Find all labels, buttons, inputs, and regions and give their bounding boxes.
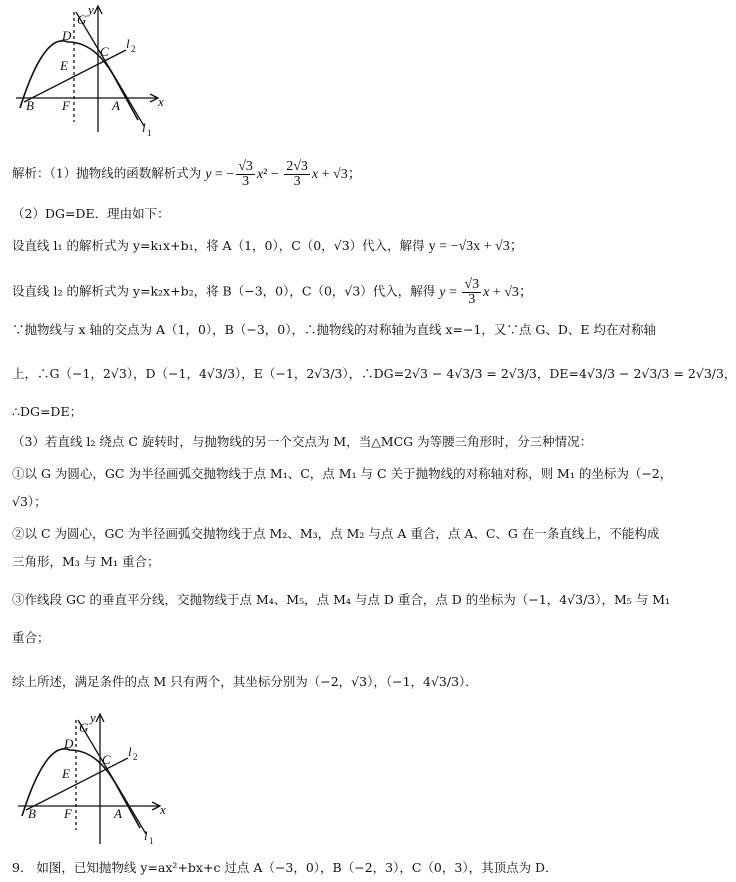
analysis-line-10: √3）； bbox=[12, 494, 47, 509]
label-l1: l bbox=[142, 120, 146, 135]
analysis-line-2: （2）DG=DE．理由如下： bbox=[12, 206, 170, 221]
label-B: B bbox=[26, 98, 34, 113]
analysis-line-7: ∴DG=DE； bbox=[12, 404, 83, 419]
analysis-line-4: 设直线 l₂ 的解析式为 y=k₂x+b₂，将 B（−3，0），C（0，√3）代入，解得 y = $\frac{√3}{3}$ x + √3； bbox=[12, 277, 533, 307]
label-l2: l bbox=[126, 36, 130, 51]
label-B: B bbox=[28, 806, 36, 821]
label-A: A bbox=[114, 806, 122, 821]
analysis-line-9: ①以 G 为圆心，GC 为半径画弧交抛物线于点 M₁、C，点 M₁ 与 C 关于抛物线的对称轴对称，则 M₁ 的坐标为（−2， bbox=[12, 466, 673, 481]
label-E: E bbox=[62, 766, 70, 781]
analysis-line-5: ∵抛物线与 x 轴的交点为 A（1，0），B（−3，0），∴抛物线的对称轴为直线 x=−1，又∵点 G、D、E 均在对称轴 bbox=[12, 322, 656, 337]
label-F: F bbox=[64, 806, 72, 821]
label-l1-sub: 1 bbox=[147, 128, 152, 138]
label-l2-sub: 2 bbox=[131, 44, 136, 54]
label-D: D bbox=[62, 28, 72, 43]
label-y: y bbox=[90, 710, 96, 725]
label-x: x bbox=[160, 802, 166, 817]
analysis-line-3: 设直线 l₁ 的解析式为 y=k₁x+b₁，将 A（1，0），C（0，√3）代入，解得 y = −√3x + √3； bbox=[12, 238, 524, 254]
label-l2: l bbox=[128, 744, 132, 759]
analysis-line-15: 综上所述，满足条件的点 M 只有两个，其坐标分别为（−2，√3），（−1，4√3/3）． bbox=[12, 674, 478, 689]
label-G: G bbox=[77, 12, 87, 27]
problem-9: 9． 如图，已知抛物线 y=ax²+bx+c 过点 A（−3，0），B（−2，3），C（0，3），其顶点为 D． bbox=[12, 860, 558, 875]
figure-bottom bbox=[12, 710, 172, 846]
analysis-line-12: 三角形，M₃ 与 M₁ 重合； bbox=[12, 554, 160, 569]
label-l2-sub: 2 bbox=[133, 752, 138, 762]
label-x: x bbox=[158, 94, 164, 109]
analysis-line-6: 上，∴G（−1，2√3），D（−1，4√3/3），E（−1，2√3/3），∴DG=2√3 − 4√3/3 = 2√3/3，DE=4√3/3 − 2√3/3 = 2√3/3， bbox=[12, 366, 736, 381]
label-l1-sub: 1 bbox=[149, 836, 154, 846]
label-y: y bbox=[88, 2, 94, 17]
analysis-line-13: ③作线段 GC 的垂直平分线，交抛物线于点 M₄、M₅，点 M₄ 与点 D 重合，点 D 的坐标为（−1，4√3/3），M₅ 与 M₁ bbox=[12, 592, 671, 607]
analysis-line-14: 重合； bbox=[12, 630, 50, 645]
label-G: G bbox=[79, 720, 89, 735]
label-C: C bbox=[100, 44, 109, 59]
analysis-line-1: 解析：（1）抛物线的函数解析式为 y = − $\frac{√3}{3}$ x² − $\frac{2√3}{3}$ x + √3； bbox=[12, 159, 362, 189]
analysis-line-11: ②以 C 为圆心，GC 为半径画弧交抛物线于点 M₂、M₃，点 M₂ 与点 A 重合，点 A、C、G 在一条直线上，不能构成 bbox=[12, 526, 660, 541]
label-l1: l bbox=[144, 828, 148, 843]
label-C: C bbox=[102, 752, 111, 767]
label-D: D bbox=[64, 736, 74, 751]
label-E: E bbox=[60, 58, 68, 73]
label-A: A bbox=[112, 98, 120, 113]
figure-top bbox=[10, 2, 170, 138]
analysis-line-8: （3）若直线 l₂ 绕点 C 旋转时，与抛物线的另一个交点为 M，当△MCG 为等腰三角形时，分三种情况： bbox=[12, 434, 593, 449]
label-F: F bbox=[62, 98, 70, 113]
